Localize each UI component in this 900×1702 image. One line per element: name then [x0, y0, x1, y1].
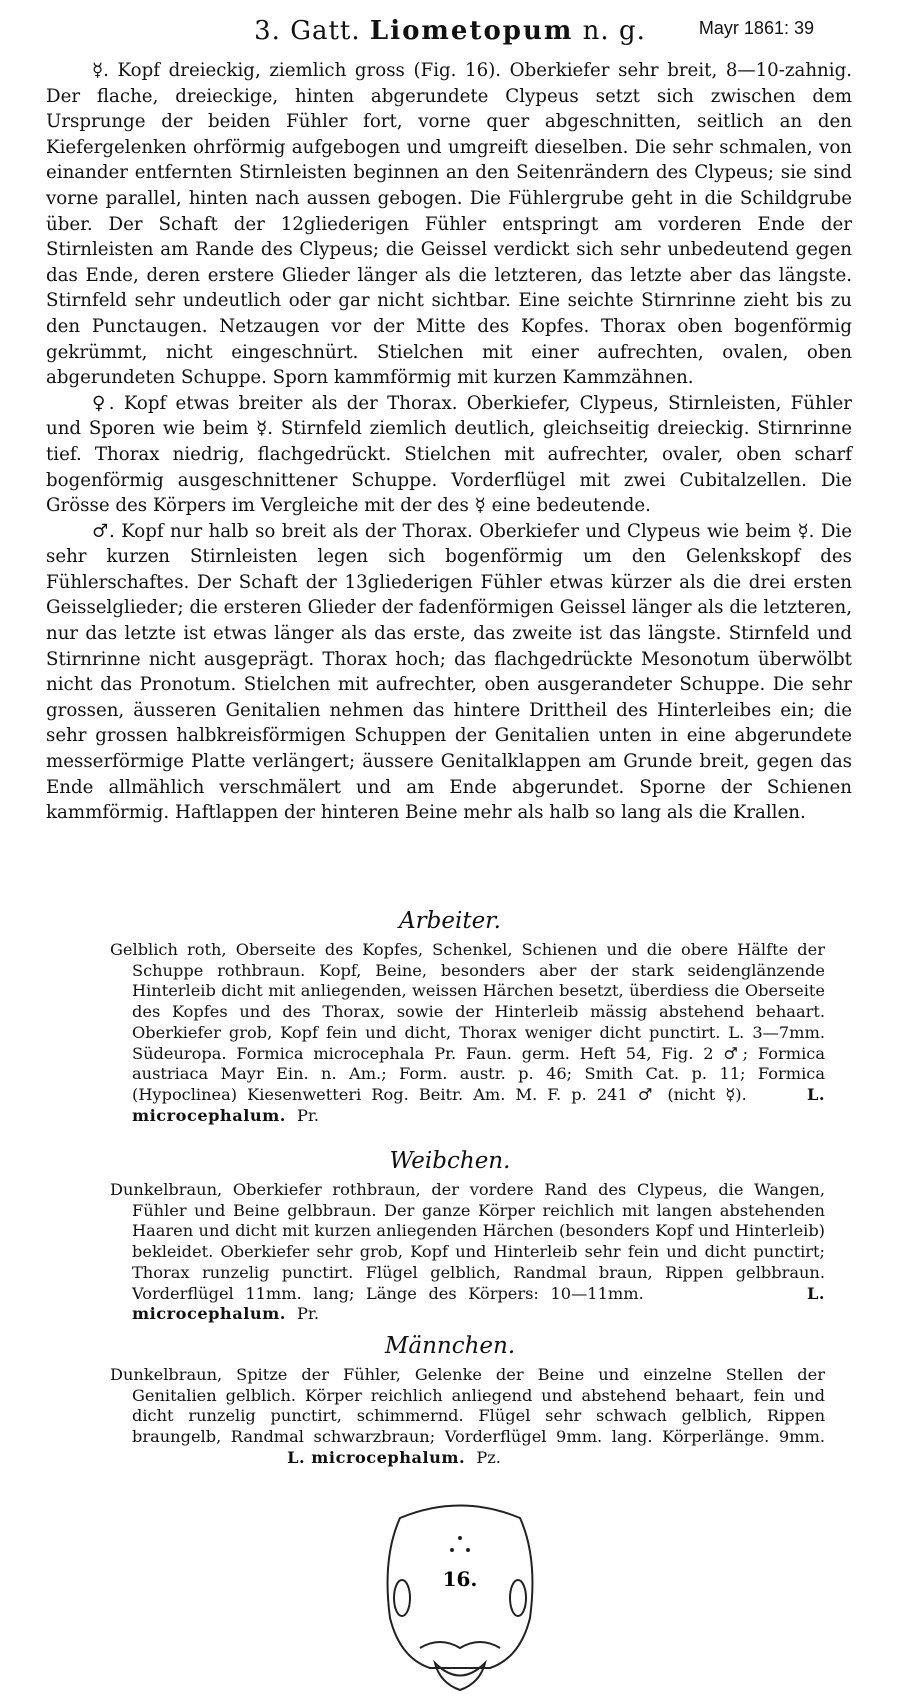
clypeus-line	[420, 1642, 500, 1648]
worker-diagnosis-paragraph: ☿. Kopf dreieckig, ziemlich gross (Fig. 16). Oberkiefer sehr breit, 8—10-zahnig. Der flache, dreieckige, hinten abgerundete Clypeus setzt sich zwischen dem Ursprunge der beiden Fühler fort, vorne quer abgeschnitten, seitlich an den Kiefergelenken ohrförmig aufgebogen und umgreift dieselben. Die sehr schmalen, von einander entfernten Stirnleisten beginnen an den Seitenrändern des Clypeus; sie sind vorne parallel, hinten nach aussen gebogen. Die Fühlergrube geht in die Schildgrube über. Der Schaft der 12gliederigen Fühler entspringt am vorderen Ende der Stirnleisten am Rande des Clypeus; die Geissel verdickt sich sehr unbedeutend gegen das Ende, deren erstere Glieder länger als die letzteren, das letzte aber das längste. Stirnfeld sehr undeutlich oder gar nicht sichtbar. Eine seichte Stirnrinne zieht bis zu den Punctaugen. Netzaugen vor der Mitte des Kopfes. Thorax oben bogenförmig gekrümmt, nicht eingeschnürt. Stielchen mit einer aufrechten, ovalen, oben abgerundeten Schuppe. Sporn kammförmig mit kurzen Kammzähnen.	[46, 60, 852, 389]
genus-description	[46, 58, 852, 826]
genus-name: Liometopum	[369, 16, 574, 46]
ocellus	[466, 1548, 470, 1552]
species-author: Pr.	[297, 1105, 320, 1125]
ant-head-illustration	[380, 1498, 540, 1698]
title-suffix: n. g.	[582, 16, 646, 46]
section-title-weibchen: Weibchen.	[389, 1148, 511, 1174]
page-header	[0, 14, 900, 48]
species-description-arbeiter	[110, 940, 825, 1126]
figure-number: 16.	[442, 1567, 478, 1591]
description-text: Dunkelbraun, Spitze der Fühler, Gelenke der Beine und einzelne Stellen der Genitalien gelblich. Körper reichlich anliegend und abstehend behaart, fein und dicht runzelig punctirt, schimmernd. Flügel sehr schwach gelblich, Rippen braungelb, Randmal schwarzbraun; Vorderflügel 9mm. lang. Körperlänge. 9mm.	[110, 1365, 825, 1447]
male-diagnosis-paragraph: ♂. Kopf nur halb so breit als der Thorax. Oberkiefer und Clypeus wie beim ☿. Die sehr kurzen Stirnleisten legen sich bogenförmig um den Gelenkskopf des Fühlerschaftes. Der Schaft der 13gliederigen Fühler etwas kürzer als die drei ersten Geisselglieder; die ersteren Glieder der fadenförmigen Geissel länger als die letzteren, nur das letzte ist etwas länger als das erste, das zweite ist das längste. Stirnfeld und Stirnrinne nicht ausgeprägt. Thorax hoch; das flachgedrückte Mesonotum überwölbt nicht das Pronotum. Stielchen mit aufrechter, oben ausgerandeter Schuppe. Die sehr grossen, äusseren Genitalien nehmen das hintere Drittheil des Hinterleibes ein; die sehr grossen halbkreisförmigen Schuppen der Genitalien unten in eine abgerundete messerförmige Platte verlängert; äussere Genitalklappen am Grunde breit, gegen das Ende allmählich verschmälert und am Ende abgerundet. Sporne der Schienen kammförmig. Haftlappen der hinteren Beine mehr als halb so lang als die Krallen.	[46, 520, 852, 824]
species-description-weibchen	[110, 1180, 825, 1325]
ocellus	[450, 1548, 454, 1552]
left-eye	[394, 1580, 410, 1616]
description-text: Dunkelbraun, Oberkiefer rothbraun, der vordere Rand des Clypeus, die Wangen, Fühler und Beine gelbbraun. Der ganze Körper reichlich mit langen abstehenden Haaren und dicht mit kurzen anliegenden Härchen (besonders Kopf und Hinterleib) bekleidet. Oberkiefer sehr grob, Kopf und Hinterleib sehr fein und dicht punctirt; Thorax runzelig punctirt. Flügel gelblich, Randmal braun, Rippen gelbbraun. Vorderflügel 11mm. lang; Länge des Körpers: 10—11mm.	[110, 1180, 825, 1303]
species-name: L. microcephalum.	[132, 1283, 826, 1324]
species-author: Pz.	[476, 1447, 501, 1467]
right-eye	[510, 1580, 526, 1616]
description-text: Gelblich roth, Oberseite des Kopfes, Schenkel, Schienen und die obere Hälfte der Schuppe rothbraun. Kopf, Beine, besonders aber der stark seidenglänzende Hinterleib dicht mit anliegenden, weissen Härchen besetzt, überdiess die Oberseite des Kopfes und des Thorax, sowie der Hinterleib mässig abstehend behaart. Oberkiefer grob, Kopf fein und dicht, Thorax weniger dicht punctirt. L. 3—7mm. Südeuropa. Formica microcephala Pr. Faun. germ. Heft 54, Fig. 2 ♂; Formica austriaca Mayr Ein. n. Am.; Form. austr. p. 46; Smith Cat. p. 11; Formica (Hypoclinea) Kiesenwetteri Rog. Beitr. Am. M. F. p. 241 ♂ (nicht ☿).	[110, 940, 825, 1104]
female-diagnosis-paragraph: ♀. Kopf etwas breiter als der Thorax. Oberkiefer, Clypeus, Stirnleisten, Fühler und Sporen wie beim ☿. Stirnfeld ziemlich deutlich, gleichseitig dreieckig. Stirnrinne tief. Thorax niedrig, flachgedrückt. Stielchen mit aufrechter, ovaler, oben scharf bogenförmig ausgeschnittener Schuppe. Vorderflügel mit zwei Cubitalzellen. Die Grösse des Körpers im Vergleiche mit der des ☿ eine bedeutende.	[46, 392, 852, 517]
species-name: L. microcephalum.	[132, 1084, 825, 1125]
section-title-arbeiter: Arbeiter.	[399, 908, 501, 934]
species-name: L. microcephalum.	[287, 1447, 466, 1467]
species-description-maennchen	[110, 1365, 825, 1469]
ocellus	[458, 1536, 462, 1540]
title-prefix: 3. Gatt.	[254, 16, 361, 46]
species-author: Pr.	[297, 1304, 320, 1324]
section-title-maennchen: Männchen.	[384, 1333, 516, 1359]
figure-16-head-drawing	[380, 1498, 540, 1698]
citation-reference: Mayr 1861: 39	[698, 18, 814, 38]
